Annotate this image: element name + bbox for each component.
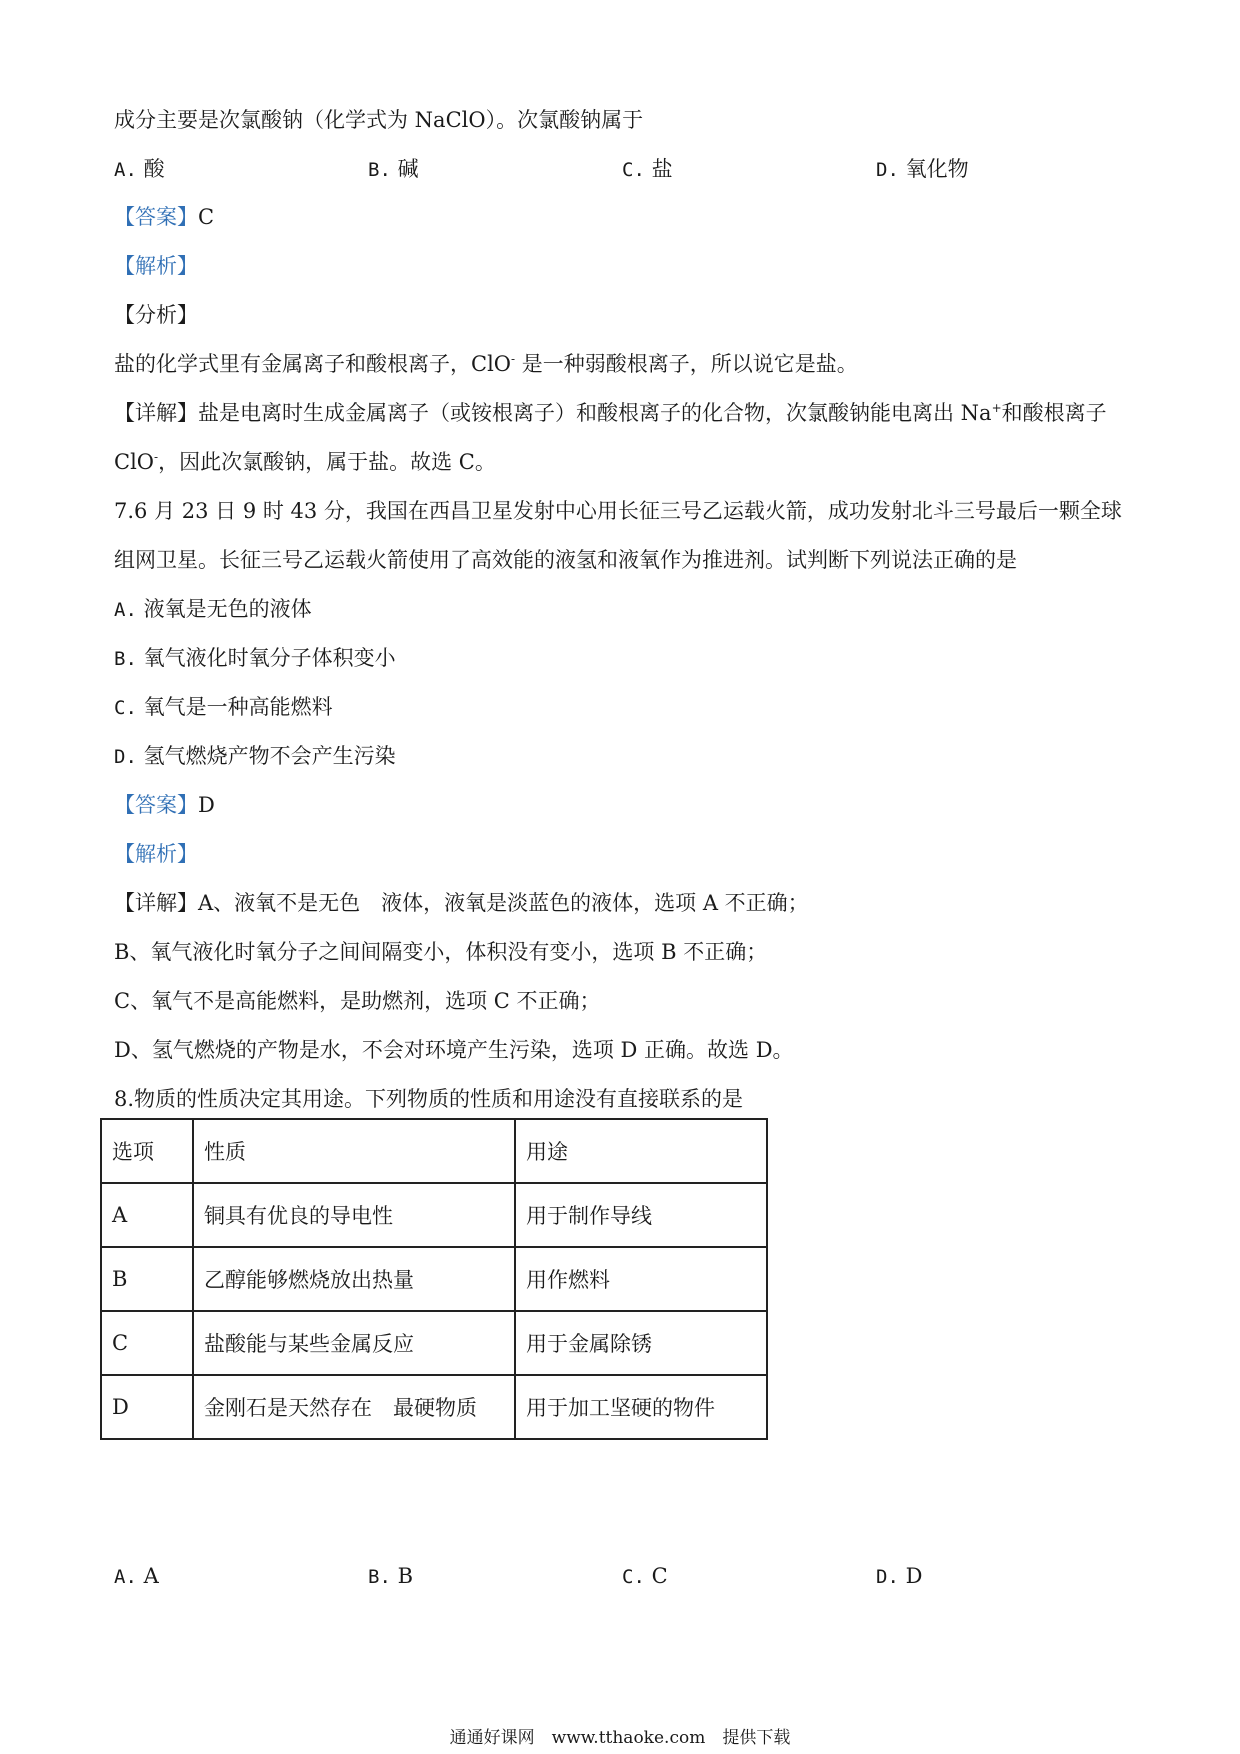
q6-stem: 成分主要是次氯酸钠（化学式为 NaClO）。次氯酸钠属于 (114, 108, 644, 132)
q8-option-b (368, 1562, 413, 1591)
option-text: 液氧是无色的液体 (143, 597, 312, 621)
option-text: C (651, 1564, 668, 1588)
fenxi-text-b: 是一种弱酸根离子，所以说它是盐。 (515, 352, 858, 376)
answer-tag: 【答案】 (114, 205, 198, 229)
option-letter: A. (114, 599, 137, 621)
option-text: D (905, 1564, 923, 1588)
q6-answer (114, 203, 214, 231)
q6-detail-line-1 (114, 399, 1107, 427)
table-cell: 用于制作导线 (515, 1183, 767, 1247)
fenxi-text-a: 盐的化学式里有金属离子和酸根离子，ClO (114, 352, 511, 376)
table-cell: 乙醇能够燃烧放出热量 (193, 1247, 515, 1311)
q6-option-c (622, 155, 673, 184)
q8-stem: 8.物质的性质决定其用途。下列物质的性质和用途没有直接联系的是 (114, 1087, 744, 1111)
detail-text-a: 盐是电离时生成金属离子（或铵根离子）和酸根离子的化合物，次氯酸钠能电离出 Na (198, 401, 992, 425)
table-row (101, 1183, 767, 1247)
table-cell: 铜具有优良的导电性 (193, 1183, 515, 1247)
option-letter: B. (114, 648, 137, 670)
option-text: 氢气燃烧产物不会产生污染 (143, 744, 396, 768)
option-letter: C. (622, 159, 645, 181)
answer-value: D (198, 793, 215, 817)
q8-option-d (876, 1562, 922, 1591)
q7-option-a (114, 595, 312, 624)
q7-option-b (114, 644, 396, 673)
q6-analysis-tag (114, 252, 198, 280)
q7-option-c (114, 693, 333, 722)
option-text: 氧化物 (905, 157, 969, 181)
q7-detail-line-4: D、氢气燃烧的产物是水，不会对环境产生污染，选项 D 正确。故选 D。 (114, 1038, 794, 1062)
option-text: 盐 (651, 157, 673, 181)
q7-stem-line-2: 组网卫星。长征三号乙运载火箭使用了高效能的液氢和液氧作为推进剂。试判断下列说法正确的是 (114, 548, 1017, 572)
option-text: 氧气液化时氧分子体积变小 (143, 646, 396, 670)
table-row (101, 1311, 767, 1375)
table-cell: 用于金属除锈 (515, 1311, 767, 1375)
table-cell: 用作燃料 (515, 1247, 767, 1311)
table-header-row (101, 1119, 767, 1183)
table-cell: B (101, 1247, 193, 1311)
option-text: 碱 (397, 157, 419, 181)
q7-answer (114, 791, 215, 819)
option-letter: B. (368, 159, 391, 181)
table-cell: C (101, 1311, 193, 1375)
table-header-cell: 选项 (101, 1119, 193, 1183)
table-cell: D (101, 1375, 193, 1439)
option-letter: C. (622, 1566, 645, 1588)
q6-option-b (368, 155, 419, 184)
option-letter: D. (114, 746, 137, 768)
q8-option-c (622, 1562, 668, 1591)
superscript: - (511, 352, 516, 366)
detail-text: A、液氧不是无色 液体，液氧是淡蓝色的液体，选项 A 不正确； (198, 891, 809, 915)
q7-stem-line-1: 7.6 月 23 日 9 时 43 分，我国在西昌卫星发射中心用长征三号乙运载火箭，成功发射北斗三号最后一颗全球 (114, 499, 1122, 523)
detail-text-a: ClO (114, 450, 155, 474)
option-letter: B. (368, 1566, 391, 1588)
detail-tag: 【详解】 (114, 891, 198, 915)
option-text: B (397, 1564, 414, 1588)
analysis-tag: 【解析】 (114, 254, 198, 278)
table-row (101, 1247, 767, 1311)
option-text: 氧气是一种高能燃料 (143, 695, 333, 719)
q8-table (100, 1118, 768, 1440)
q6-option-a (114, 155, 165, 184)
answer-tag: 【答案】 (114, 793, 198, 817)
superscript: + (991, 401, 1002, 415)
table-header-cell: 性质 (193, 1119, 515, 1183)
superscript: - (154, 450, 159, 464)
q7-analysis-tag (114, 840, 198, 868)
q6-option-d (876, 155, 969, 184)
analysis-tag: 【解析】 (114, 842, 198, 866)
detail-tag: 【详解】 (114, 401, 198, 425)
option-letter: D. (876, 159, 899, 181)
option-letter: A. (114, 1566, 137, 1588)
detail-text-b: ，因此次氯酸钠，属于盐。故选 C。 (158, 450, 496, 474)
q7-option-d (114, 742, 396, 771)
option-letter: D. (876, 1566, 899, 1588)
table-cell: A (101, 1183, 193, 1247)
detail-text-b: 和酸根离子 (1001, 401, 1107, 425)
table-cell: 用于加工坚硬的物件 (515, 1375, 767, 1439)
option-text: 酸 (143, 157, 165, 181)
q8-option-a (114, 1562, 159, 1591)
q6-fenxi-text (114, 350, 858, 378)
page-footer: 通通好课网 www.tthaoke.com 提供下载 (449, 1728, 791, 1748)
table-header-cell: 用途 (515, 1119, 767, 1183)
q7-detail-line-2: B、氧气液化时氧分子之间间隔变小，体积没有变小，选项 B 不正确； (114, 940, 768, 964)
option-letter: A. (114, 159, 137, 181)
q6-fenxi-tag: 【分析】 (114, 303, 198, 327)
table-row (101, 1375, 767, 1439)
q6-detail-line-2 (114, 448, 496, 476)
answer-value: C (198, 205, 215, 229)
option-text: A (143, 1564, 159, 1588)
q7-detail-line-1 (114, 889, 809, 917)
option-letter: C. (114, 697, 137, 719)
table-cell: 金刚石是天然存在 最硬物质 (193, 1375, 515, 1439)
q7-detail-line-3: C、氧气不是高能燃料，是助燃剂，选项 C 不正确； (114, 989, 601, 1013)
table-cell: 盐酸能与某些金属反应 (193, 1311, 515, 1375)
